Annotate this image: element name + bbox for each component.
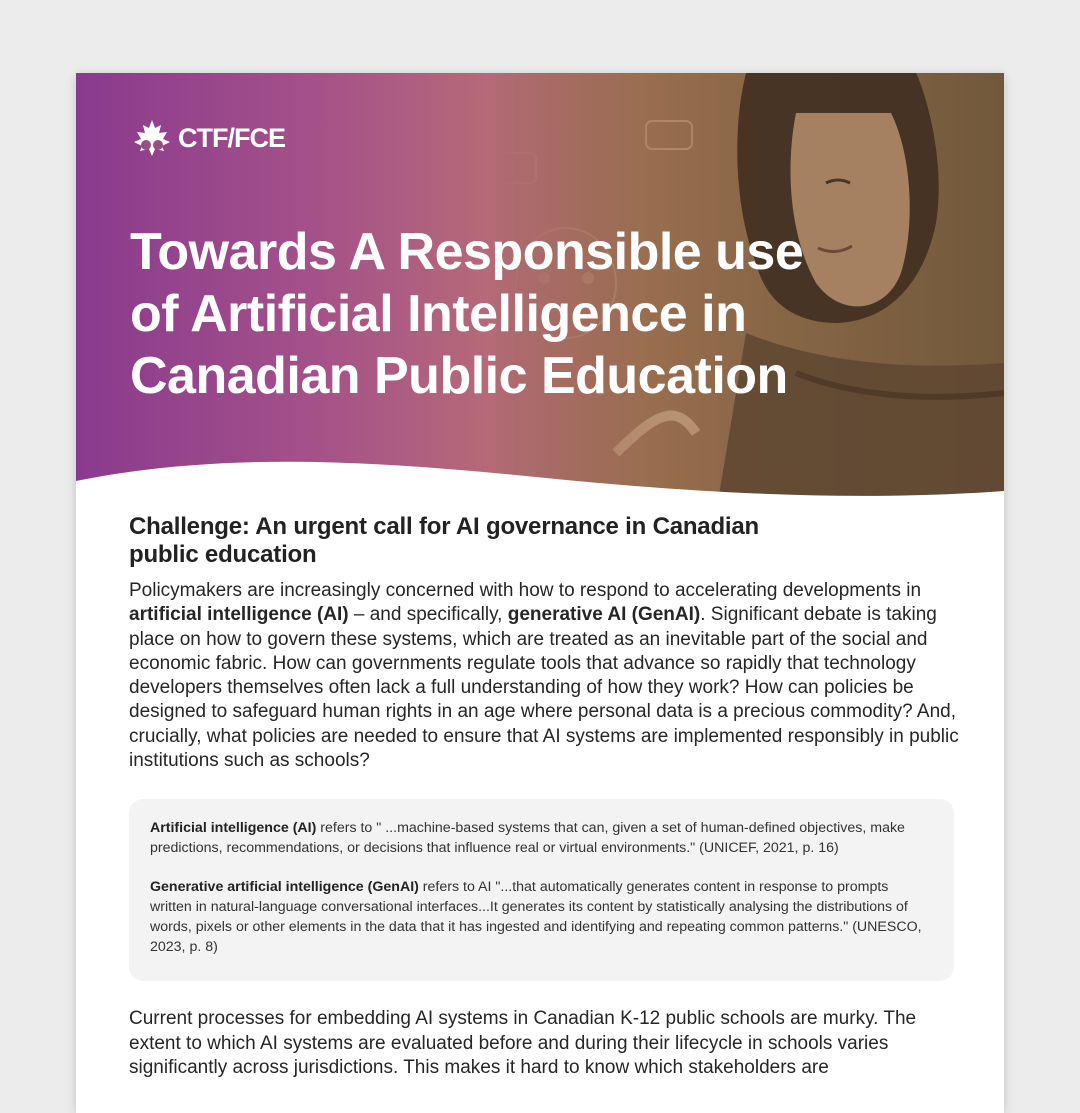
title-line: Canadian Public Education	[130, 347, 788, 405]
page-title	[130, 221, 850, 407]
text-segment: . Significant debate is taking place on how to govern these systems, which are treated as an inevitable part of the social and economic fabric. How can governments regulate tools that advance so rapidly that technology developers themselves often lack a full understanding of how they work? How can policies be designed to safeguard human rights in an age where personal data is a precious commodity? And, crucially, what policies are needed to ensure that AI systems are implemented responsibly in public institutions such as schools?	[129, 604, 959, 772]
logo-text: CTF/FCE	[178, 122, 285, 153]
main-content	[129, 513, 959, 1080]
heading-line: Challenge: An urgent call for AI governance in Canadian	[129, 513, 759, 540]
definition-text: refers to AI "...that automatically generates content in response to prompts written in natural-language conversational interfaces...It generates its content by statistically analysing the distributions of words, pixels or other elements in the data that it has ingested and identifying and repeating common patterns." (UNESCO, 2023, p. 8)	[150, 879, 922, 956]
ctf-fce-logo	[130, 118, 285, 158]
hero-banner	[76, 73, 1004, 513]
text-segment: – and specifically,	[348, 604, 508, 626]
text-segment: Policymakers are increasingly concerned with how to respond to accelerating developments in	[129, 580, 922, 601]
title-line: Towards A Responsible use	[130, 223, 804, 281]
definition-text: refers to " ...machine-based systems that can, given a set of human-defined objectives, make predictions, recommendations, or decisions that influence real or virtual environments." (UNICEF, 2021, p. 16)	[150, 820, 905, 857]
definition-term: Artificial intelligence (AI)	[150, 820, 317, 837]
term-genai: generative AI (GenAI)	[507, 604, 701, 626]
definition-ai	[150, 818, 934, 858]
document-page	[76, 73, 1004, 1113]
challenge-paragraph	[129, 579, 959, 773]
definition-genai	[150, 877, 934, 957]
current-processes-paragraph: Current processes for embedding AI systems in Canadian K-12 public schools are murky. The extent to which AI systems are evaluated before and during their lifecycle in schools varies significantly across jurisdictions. This makes it hard to know which stakeholders are	[129, 1008, 917, 1078]
definitions-box	[129, 799, 954, 981]
title-line: of Artificial Intelligence in	[130, 285, 747, 343]
maple-leaf-icon	[130, 118, 174, 158]
heading-line: public education	[129, 541, 317, 568]
term-ai: artificial intelligence (AI)	[129, 604, 349, 626]
challenge-heading	[129, 513, 959, 569]
definition-term: Generative artificial intelligence (GenAI)	[150, 879, 419, 896]
